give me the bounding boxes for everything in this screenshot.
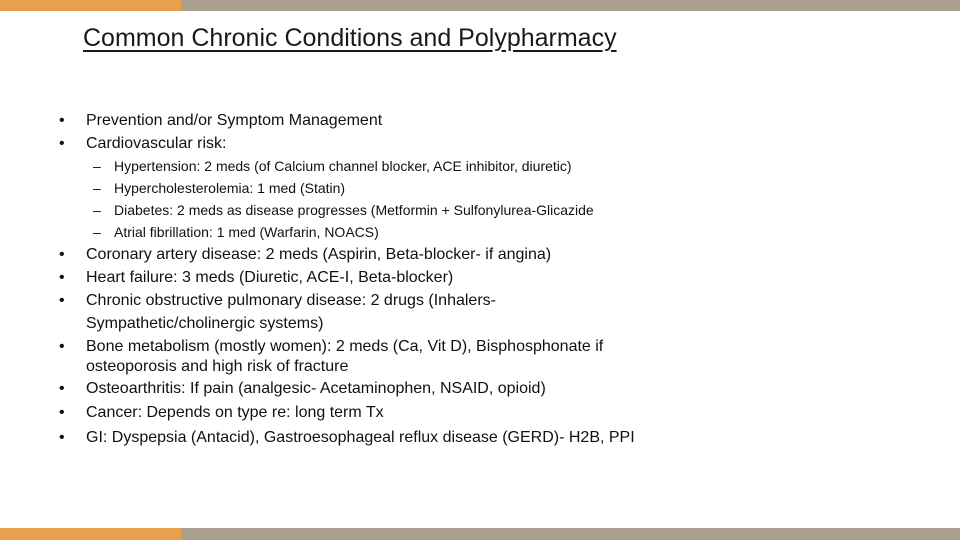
bullet-marker: • [59,112,65,129]
top-accent-bar [0,0,960,11]
sub-bullet-text: Hypercholesterolemia: 1 med (Statin) [114,180,346,196]
top-accent-taupe-segment [181,0,960,11]
bullet-marker: • [59,269,65,286]
bullet-text: Coronary artery disease: 2 meds (Aspirin, Beta-blocker- if angina) [86,246,552,263]
bullet-text: Sympathetic/cholinergic systems) [86,315,324,332]
sub-bullet-marker: – [93,158,101,174]
bullet-marker: • [59,429,65,446]
bottom-accent-taupe-segment [181,528,960,540]
bullet-marker: • [59,246,65,263]
slide-title: Common Chronic Conditions and Polypharmacy [83,24,617,52]
bullet-text: Chronic obstructive pulmonary disease: 2 drugs (Inhalers- [86,292,496,309]
bullet-text: Prevention and/or Symptom Management [86,112,383,129]
bullet-text: Cardiovascular risk: [86,135,227,152]
bullet-text: GI: Dyspepsia (Antacid), Gastroesophageal reflux disease (GERD)- H2B, PPI [86,429,635,446]
sub-bullet-text: Hypertension: 2 meds (of Calcium channel blocker, ACE inhibitor, diuretic) [114,158,572,174]
bullet-marker: • [59,380,65,397]
bullet-text: Bone metabolism (mostly women): 2 meds (Ca, Vit D), Bisphosphonate if [86,338,604,355]
bullet-text: osteoporosis and high risk of fracture [86,358,349,375]
bottom-accent-bar [0,528,960,540]
sub-bullet-marker: – [93,224,101,240]
bullet-marker: • [59,292,65,309]
sub-bullet-marker: – [93,202,101,218]
top-accent-orange-segment [0,0,181,11]
sub-bullet-text: Atrial fibrillation: 1 med (Warfarin, NOACS) [114,224,379,240]
sub-bullet-marker: – [93,180,101,196]
bullet-text: Heart failure: 3 meds (Diuretic, ACE-I, Beta-blocker) [86,269,454,286]
bullet-marker: • [59,404,65,421]
bullet-text: Osteoarthritis: If pain (analgesic- Acetaminophen, NSAID, opioid) [86,380,546,397]
bullet-marker: • [59,135,65,152]
sub-bullet-text: Diabetes: 2 meds as disease progresses (Metformin + Sulfonylurea-Glicazide [114,202,594,218]
bottom-accent-orange-segment [0,528,181,540]
bullet-marker: • [59,338,65,355]
bullet-text: Cancer: Depends on type re: long term Tx [86,404,384,421]
